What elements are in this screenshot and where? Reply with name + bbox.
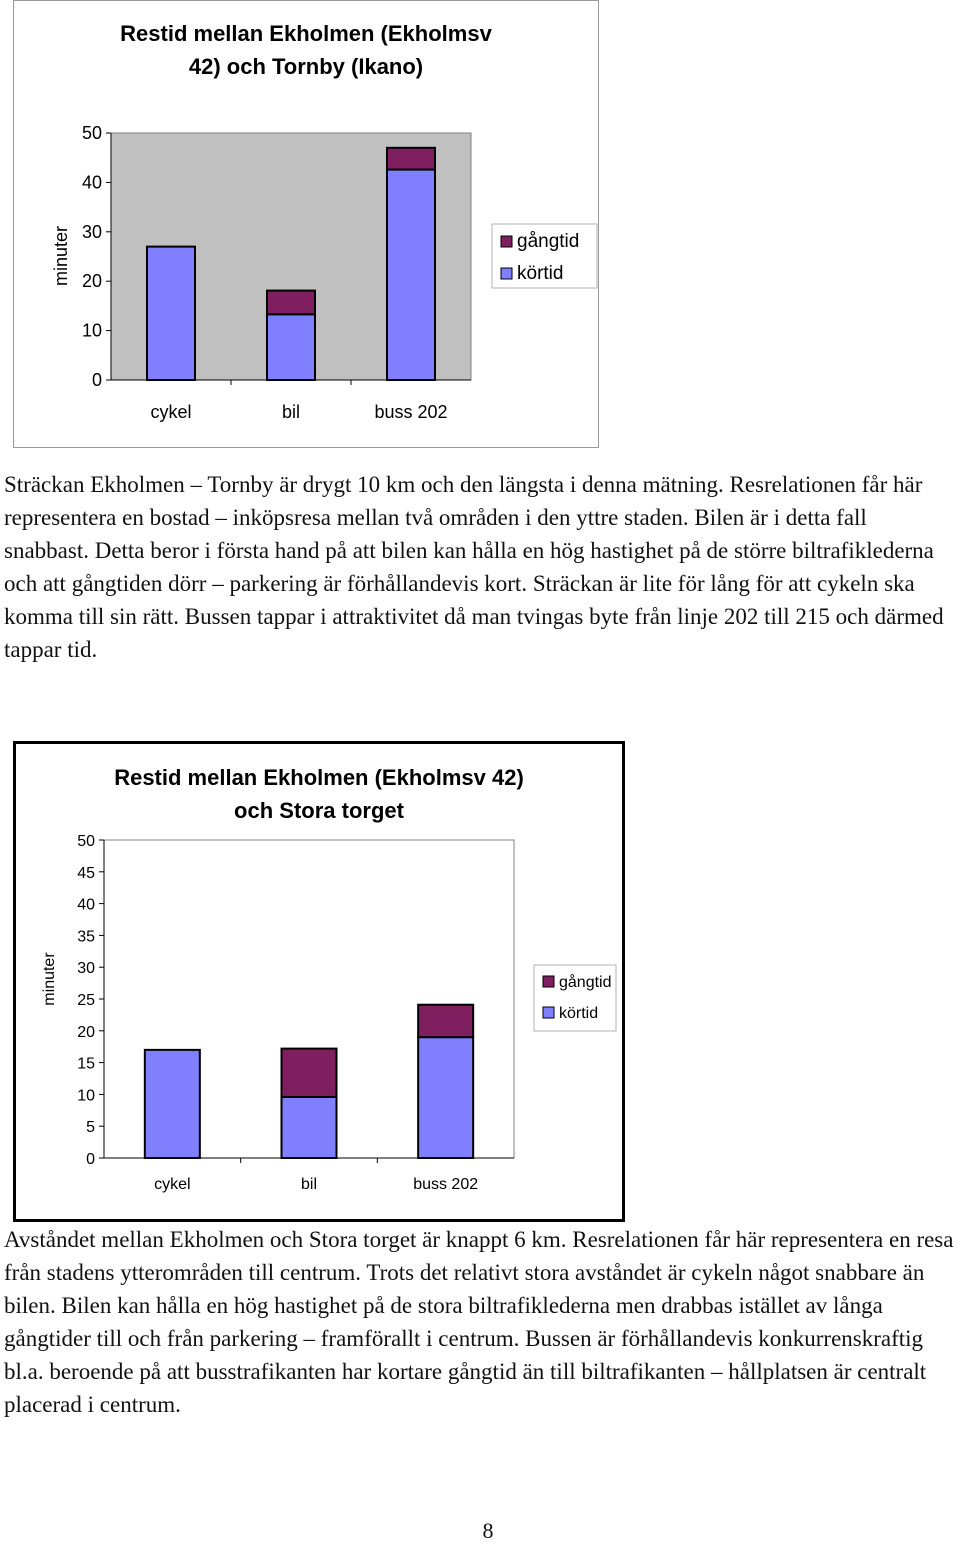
chart1-legend-swatch (501, 236, 512, 247)
chart1-legend-label: gångtid (517, 231, 580, 252)
chart-stora-torget (13, 741, 625, 1222)
chart2-bar-gangtid (282, 1049, 337, 1097)
chart1-title-line: 42) och Tornby (Ikano) (188, 54, 424, 79)
chart2-y-tick-label: 30 (77, 960, 95, 978)
chart2-title-line: och Stora torget (234, 798, 404, 823)
chart1-y-tick-label: 20 (81, 271, 102, 292)
chart2-y-tick-label: 5 (86, 1119, 95, 1137)
chart2-legend-label: körtid (559, 1005, 599, 1022)
chart1-title-line: Restid mellan Ekholmen (Ekholmsv (120, 21, 492, 46)
chart1-bar-kortid (147, 247, 195, 380)
chart2-category-label: buss 202 (413, 1176, 479, 1193)
chart2-y-tick-label: 15 (77, 1055, 95, 1073)
chart1-bar-gangtid (387, 148, 435, 170)
chart2-y-tick-label: 50 (77, 833, 95, 850)
chart1-y-tick-label: 0 (91, 370, 102, 390)
chart2-y-tick-label: 45 (77, 864, 95, 882)
chart1-y-tick-label: 10 (81, 320, 102, 341)
chart-tornby-svg (14, 1, 598, 447)
chart2-category-label: cykel (154, 1176, 191, 1193)
chart1-bar-gangtid (267, 291, 315, 315)
chart1-legend-swatch (501, 268, 512, 279)
chart1-y-tick-label: 50 (81, 123, 102, 143)
chart1-y-tick-label: 30 (81, 221, 102, 242)
chart2-legend-label: gångtid (559, 974, 612, 991)
chart2-bar-kortid (418, 1037, 473, 1158)
chart1-category-label: cykel (150, 402, 192, 422)
chart-tornby (13, 0, 599, 448)
paragraph-tornby: Sträckan Ekholmen – Tornby är drygt 10 km och den längsta i denna mätning. Resrelationen får här representera en bostad – inköpsresa mellan två områden i den yttre staden. Bilen är i detta fall snabbast. Detta beror i första hand på att bilen kan hålla en hög hastighet på de större biltrafiklederna och att gångtiden dörr – parkering är förhållandevis kort. Sträckan är lite för lång för att cykeln ska komma till sin rätt. Bussen tappar i attraktivitet då man tvingas byte från linje 202 till 215 och därmed tappar tid. (4, 472, 944, 662)
chart2-bar-kortid (282, 1097, 337, 1158)
chart2-y-tick-label: 40 (77, 896, 95, 914)
chart2-y-tick-label: 25 (77, 992, 95, 1009)
chart1-category-label: bil (281, 402, 301, 422)
chart1-bar-kortid (267, 314, 315, 380)
paragraph-stora-torget: Avståndet mellan Ekholmen och Stora torget är knappt 6 km. Resrelationen får här representera en resa från stadens ytterområden till centrum. Trots det relativt stora avståndet är cykeln något snabbare än bilen. Bilen kan hålla en hög hastighet på de stora biltrafiklederna men drabbas istället av långa gångtider till och från parkering – framförallt i centrum. Bussen är förhållandevis konkurrenskraftig bl.a. beroende på att busstrafikanten har kortare gångtid än till biltrafikanten – hållplatsen är centralt placerad i centrum. (4, 1227, 954, 1417)
chart2-y-tick-label: 10 (77, 1087, 95, 1105)
chart2-title-line: Restid mellan Ekholmen (Ekholmsv 42) (114, 765, 524, 790)
chart2-legend-swatch (543, 1007, 554, 1018)
chart1-category-label: buss 202 (374, 402, 448, 422)
chart2-bar-kortid (145, 1050, 200, 1158)
chart2-y-axis-label: minuter (41, 952, 58, 1006)
chart2-y-tick-label: 35 (77, 928, 95, 946)
chart1-legend-label: körtid (517, 263, 564, 284)
page-number: 8 (482, 1518, 494, 1543)
chart2-y-tick-label: 0 (86, 1151, 95, 1168)
chart1-bar-kortid (387, 170, 435, 380)
chart2-legend-swatch (543, 976, 554, 987)
chart1-y-tick-label: 40 (81, 172, 102, 193)
chart2-bar-gangtid (418, 1005, 473, 1037)
chart2-y-tick-label: 20 (77, 1023, 95, 1041)
chart-stora-torget-svg (16, 744, 622, 1219)
chart2-category-label: bil (300, 1176, 318, 1193)
chart1-y-axis-label: minuter (51, 225, 71, 287)
